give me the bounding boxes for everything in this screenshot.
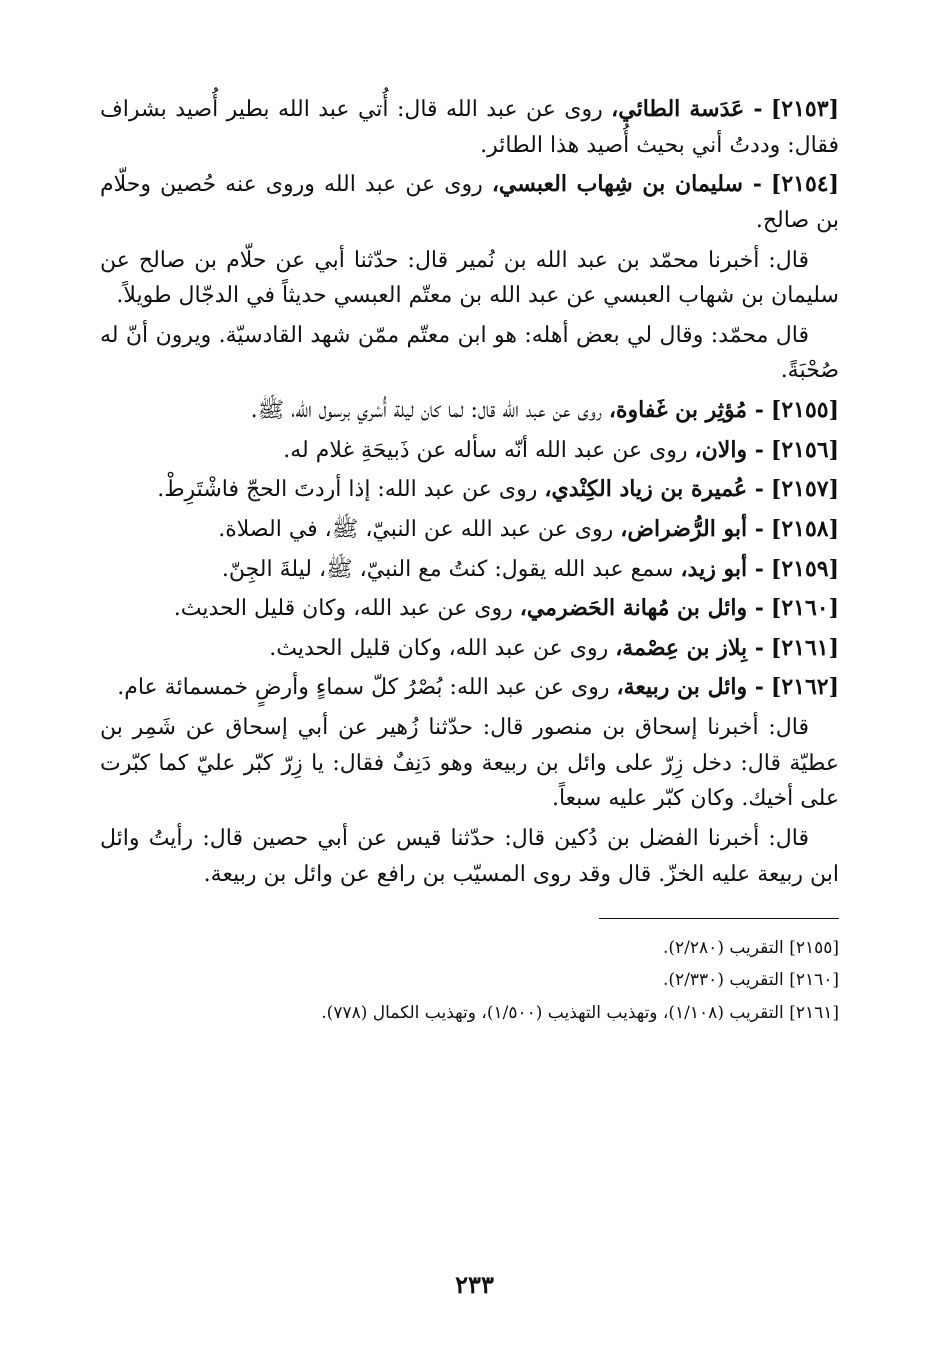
entry-2161 [100, 631, 839, 667]
entry-number: [٢١٦١] [770, 634, 839, 661]
entry-name: - عَدَسة الطائي، [611, 96, 763, 122]
entry-text: سمع عبد الله يقول: كنتُ مع النبيّ، ﷺ، ليلةَ الجِنّ. [221, 556, 681, 582]
entry-name: - أبو الرُّضراض، [620, 515, 764, 542]
entry-name: - والان، [694, 436, 764, 463]
footnote: [٢١٦١] التقريب (١/١٠٨)، وتهذيب التهذيب (١/٥٠٠)، وتهذيب الكمال (٧٧٨). [321, 1002, 839, 1023]
paragraph: قال: أخبرنا محمّد بن عبد الله بن نُمير قال: حدّثنا أبي عن حلّام بن صالح عن سليمان بن شهاب العبسي عن عبد الله بن معتّم العبسي حديثاً في الدجّال طويلاً. [100, 247, 839, 309]
entry-name: - عُميرة بن زياد الكِنْدي، [544, 476, 764, 503]
entry-name: - أبو زيد، [680, 555, 764, 582]
entry-2157 [100, 472, 839, 508]
entry-number: [٢١٥٥] [770, 397, 839, 423]
entry-number: [٢١٥٤] [770, 171, 840, 198]
entry-name: - مُؤثِر بن غَفاوة، [608, 397, 764, 423]
page-number: ٢٣٣ [455, 1270, 494, 1299]
main-text [100, 92, 839, 892]
entry-name: - وائل بن ربيعة، [616, 674, 764, 701]
entry-number: [٢١٦٠] [770, 595, 839, 622]
entry-number: [٢١٥٣] [770, 96, 839, 122]
entry-text: روى عن عبد الله عن النبيّ، ﷺ، في الصلاة. [218, 516, 621, 542]
entry-2156 [100, 433, 839, 469]
entry-text: روى عن عبد الله أنّه سأله عن ذَبيحَةِ غلام له. [283, 437, 695, 463]
entry-number: [٢١٥٨] [770, 515, 839, 542]
entry-number: [٢١٥٩] [770, 555, 839, 582]
footnote: [٢١٦٠] التقريب (٢/٣٣٠). [663, 970, 839, 991]
entry-text: روى عن عبد الله: إذا أردتَ الحجّ فاشْتَرِطْ. [157, 477, 545, 503]
footnote: [٢١٥٥] التقريب (٢/٢٨٠). [663, 938, 839, 959]
entry-name: - سليمان بن شِهاب العبسي، [491, 171, 762, 198]
entry-number: [٢١٥٦] [770, 436, 839, 463]
entry-number: [٢١٦٢] [770, 674, 839, 701]
entry-text: روى عن عبد الله: بُصْرُ كلّ سماءٍ وأرضٍ خمسمائة عام. [117, 675, 617, 701]
footnotes [100, 932, 839, 1029]
entry-name: - وائل بن مُهانة الحَضرمي، [519, 595, 764, 622]
entry-text: روى عن عبد الله، وكان قليل الحديث. [173, 596, 520, 622]
entry-text: روى عن عبد الله قال: أُتي عبد الله بطير أُصيد بشراف فقال: وددتُ أني بحيث أُصيد هذا الطائر. [100, 97, 839, 158]
paragraph: قال محمّد: وقال لي بعض أهله: هو ابن معتّم ممّن شهد القادسيّة. ويرون أنّ له صُحْبَةً. [100, 322, 839, 384]
entry-text: روى عن عبد الله قال: لما كان ليلة أُسْري برسول الله، ﷺ. [250, 398, 609, 423]
paragraph: قال: أخبرنا الفضل بن دُكين قال: حدّثنا قيس عن أبي حصين قال: رأيتُ وائل ابن ربيعة عليه الخزّ. قال وقد روى المسيّب بن رافع عن وائل بن ربيعة. [100, 825, 839, 887]
entry-2158 [100, 512, 839, 548]
entry-name: - بِلاز بن عِصْمة، [615, 634, 764, 661]
entry-2153 [100, 92, 839, 163]
entry-2160 [100, 591, 839, 627]
paragraph: قال: أخبرنا إسحاق بن منصور قال: حدّثنا زُهير عن أبي إسحاق عن شَمِر بن عطيّة قال: دخل زِرّ على وائل بن ربيعة وهو دَنِفٌ فقال: يا زِرّ كبّر عليّ كما كبّرت على أخيك. وكان كبّر عليه سبعاً. [100, 715, 839, 812]
entry-2154 [100, 167, 839, 238]
entry-2162 [100, 670, 839, 706]
entry-text: روى عن عبد الله، وكان قليل الحديث. [269, 635, 616, 661]
entry-number: [٢١٥٧] [770, 476, 839, 503]
entry-2155 [100, 393, 839, 429]
entry-text: روى عن عبد الله وروى عنه حُصين وحلّام بن صالح. [100, 172, 839, 233]
entry-2159 [100, 552, 839, 588]
